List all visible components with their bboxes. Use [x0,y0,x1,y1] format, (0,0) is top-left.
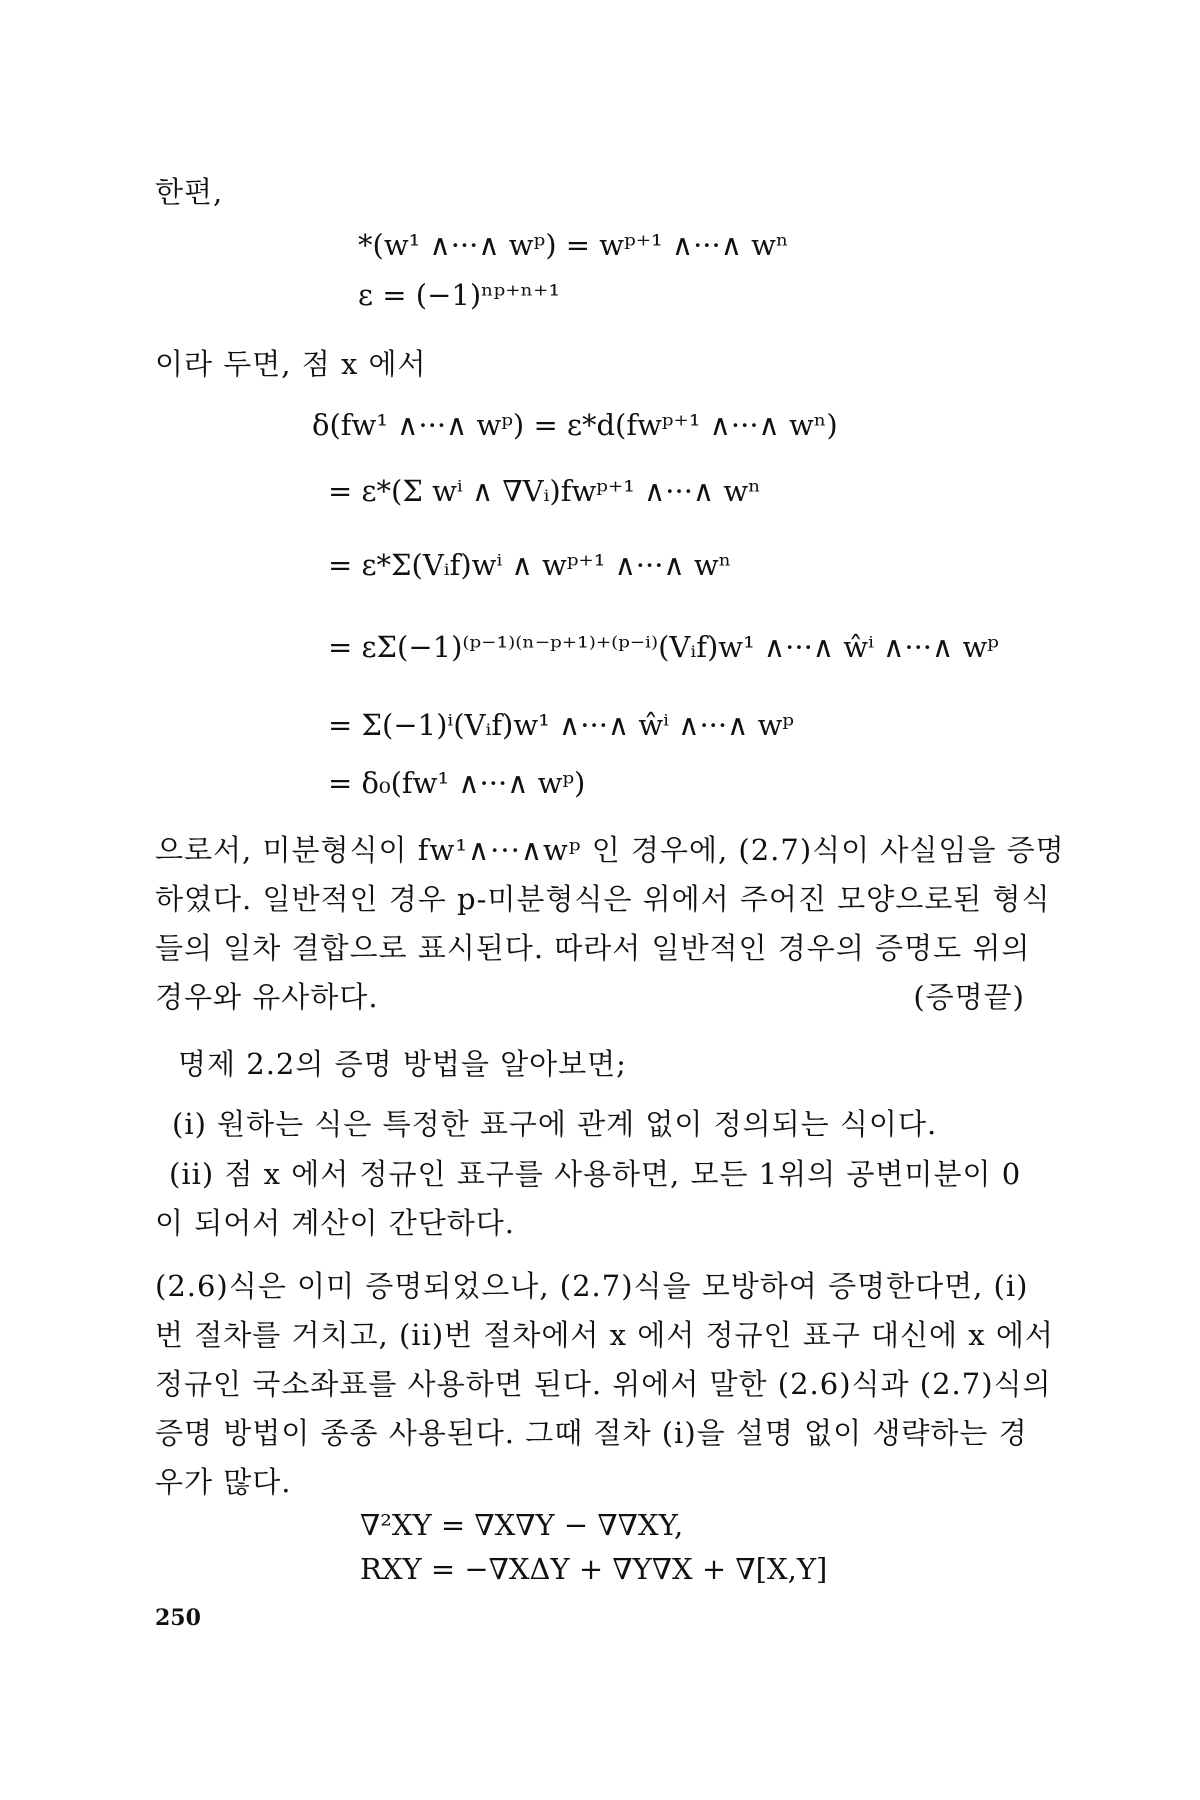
point-text: 이라 두면, 점 x 에서 [155,347,427,381]
proof-line-4 [155,973,1025,1022]
derivation-line-2: = ε*(Σ wⁱ ∧ ∇Vᵢ)fwᵖ⁺¹ ∧···∧ wⁿ [328,474,761,508]
derivation-line-3: = ε*Σ(Vᵢf)wⁱ ∧ wᵖ⁺¹ ∧···∧ wⁿ [328,548,732,582]
hodge-star-line: *(w¹ ∧···∧ wᵖ) = wᵖ⁺¹ ∧···∧ wⁿ [358,228,789,262]
derivation-line-4: = εΣ(−1)⁽ᵖ⁻¹⁾⁽ⁿ⁻ᵖ⁺¹⁾⁺⁽ᵖ⁻ⁱ⁾(Vᵢf)w¹ ∧···∧ ŵⁱ ∧···∧ wᵖ [328,630,999,664]
second-covariant-equation: ∇²XY = ∇X∇Y − ∇∇XY, [360,1508,684,1542]
closing-line-1: (2.6)식은 이미 증명되었으나, (2.7)식을 모방하여 증명한다면, (i) [155,1269,1029,1303]
method-item-2-line-1: (ii) 점 x 에서 정규인 표구를 사용하면, 모든 1위의 공변미분이 0 [169,1157,1022,1191]
method-item-2-line-2: 이 되어서 계산이 간단하다. [155,1206,516,1240]
proof-end-mark: (증명끝) [913,980,1025,1014]
epsilon-line: ε = (−1)ⁿᵖ⁺ⁿ⁺¹ [358,278,561,312]
derivation-line-1: δ(fw¹ ∧···∧ wᵖ) = ε*d(fwᵖ⁺¹ ∧···∧ wⁿ) [312,408,838,442]
proof-line-1: 으로서, 미분형식이 fw¹∧···∧wᵖ 인 경우에, (2.7)식이 사실임을 증명 [155,833,1065,867]
intro-text: 한편, [155,175,224,209]
method-item-1: (i) 원하는 식은 특정한 표구에 관계 없이 정의되는 식이다. [172,1107,938,1141]
closing-line-5: 우가 많다. [155,1465,292,1499]
proof-line-3: 들의 일차 결합으로 표시된다. 따라서 일반적인 경우의 증명도 위의 [155,931,1031,965]
proof-paragraph [155,826,1065,1022]
proposition-method-heading: 명제 2.2의 증명 방법을 알아보면; [178,1047,627,1081]
hodge-star-equation [358,228,789,262]
proof-line-4-text: 경우와 유사하다. [155,980,379,1014]
method-item-2 [155,1150,1025,1248]
derivation-line-5: = Σ(−1)ⁱ(Vᵢf)w¹ ∧···∧ ŵⁱ ∧···∧ wᵖ [328,708,794,742]
epsilon-equation [358,278,560,312]
closing-line-4: 증명 방법이 종종 사용된다. 그때 절차 (i)을 설명 없이 생략하는 경 [155,1416,1028,1450]
proof-line-2: 하였다. 일반적인 경우 p-미분형식은 위에서 주어진 모양으로된 형식 [155,882,1051,916]
closing-line-3: 정규인 국소좌표를 사용하면 된다. 위에서 말한 (2.6)식과 (2.7)식의 [155,1367,1052,1401]
curvature-equation: RXY = −∇XΔY + ∇Y∇X + ∇[X,Y] [360,1552,828,1586]
closing-line-2: 번 절차를 거치고, (ii)번 절차에서 x 에서 정규인 표구 대신에 x 에서 [155,1318,1054,1352]
derivation-line-6: = δ₀(fw¹ ∧···∧ wᵖ) [328,766,586,800]
page-number: 250 [155,1605,201,1631]
closing-paragraph [155,1262,1054,1507]
